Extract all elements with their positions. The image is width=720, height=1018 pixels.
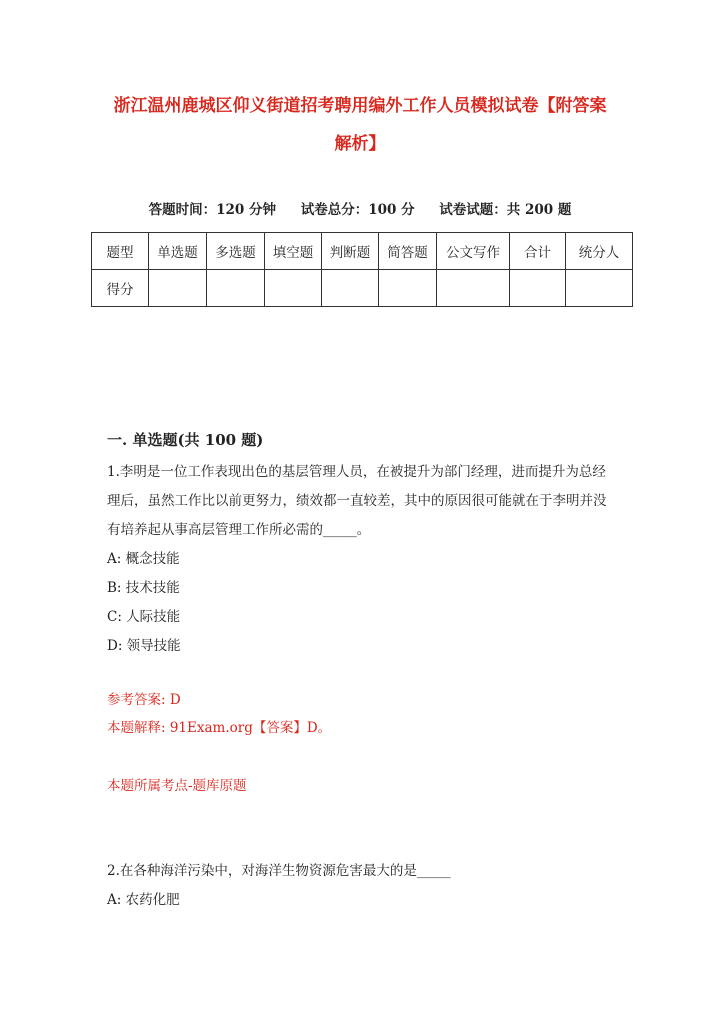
header-cell-total: 合计 xyxy=(510,233,566,270)
score-cell xyxy=(149,270,207,307)
option-a: A: 概念技能 xyxy=(107,551,180,567)
header-cell-single: 单选题 xyxy=(149,233,207,270)
explanation-line: 本题解释: 91Exam.org【答案】D。 xyxy=(107,720,332,736)
section-title: 一. 单选题(共 100 题) xyxy=(107,431,264,449)
score-cell xyxy=(379,270,437,307)
exam-total-score: 试卷总分：100 分 xyxy=(300,202,415,218)
exam-meta xyxy=(0,200,720,220)
answer-line: 参考答案: D xyxy=(107,692,181,708)
score-table-header-row xyxy=(92,233,633,270)
doc-title-line2: 解析】 xyxy=(334,134,386,154)
header-cell-short: 简答题 xyxy=(379,233,437,270)
score-cell xyxy=(207,270,265,307)
header-cell-type: 题型 xyxy=(92,233,149,270)
exam-time: 答题时间：120 分钟 xyxy=(148,202,276,218)
question-text: 2.在各种海洋污染中，对海洋生物资源危害最大的是_____ xyxy=(107,863,451,879)
option-a: A: 农药化肥 xyxy=(107,892,180,908)
knowledge-point: 本题所属考点-题库原题 xyxy=(107,778,247,794)
question-2 xyxy=(107,857,613,915)
question-text: 1.李明是一位工作表现出色的基层管理人员，在被提升为部门经理，进而提升为总经理后，虽然工作比以前更努力，绩效都一直较差，其中的原因很可能就在于李明并没有培养起从事高层管理工作所必需的_____。 xyxy=(107,464,607,538)
score-table-score-row xyxy=(92,270,633,307)
score-table xyxy=(91,232,633,307)
score-cell xyxy=(437,270,510,307)
option-c: C: 人际技能 xyxy=(107,609,181,625)
score-cell xyxy=(265,270,322,307)
header-cell-writing: 公文写作 xyxy=(437,233,510,270)
doc-title-line1: 浙江温州鹿城区仰义街道招考聘用编外工作人员模拟试卷【附答案 xyxy=(113,96,607,116)
score-row-label: 得分 xyxy=(92,270,149,307)
header-cell-multi: 多选题 xyxy=(207,233,265,270)
option-b: B: 技术技能 xyxy=(107,580,180,596)
score-cell xyxy=(510,270,566,307)
header-cell-judge: 判断题 xyxy=(322,233,379,270)
score-cell xyxy=(322,270,379,307)
option-d: D: 领导技能 xyxy=(107,638,181,654)
exam-question-count: 试卷试题：共 200 题 xyxy=(439,202,572,218)
header-cell-fill: 填空题 xyxy=(265,233,322,270)
header-cell-scorer: 统分人 xyxy=(566,233,633,270)
question-1 xyxy=(107,458,613,661)
score-cell xyxy=(566,270,633,307)
